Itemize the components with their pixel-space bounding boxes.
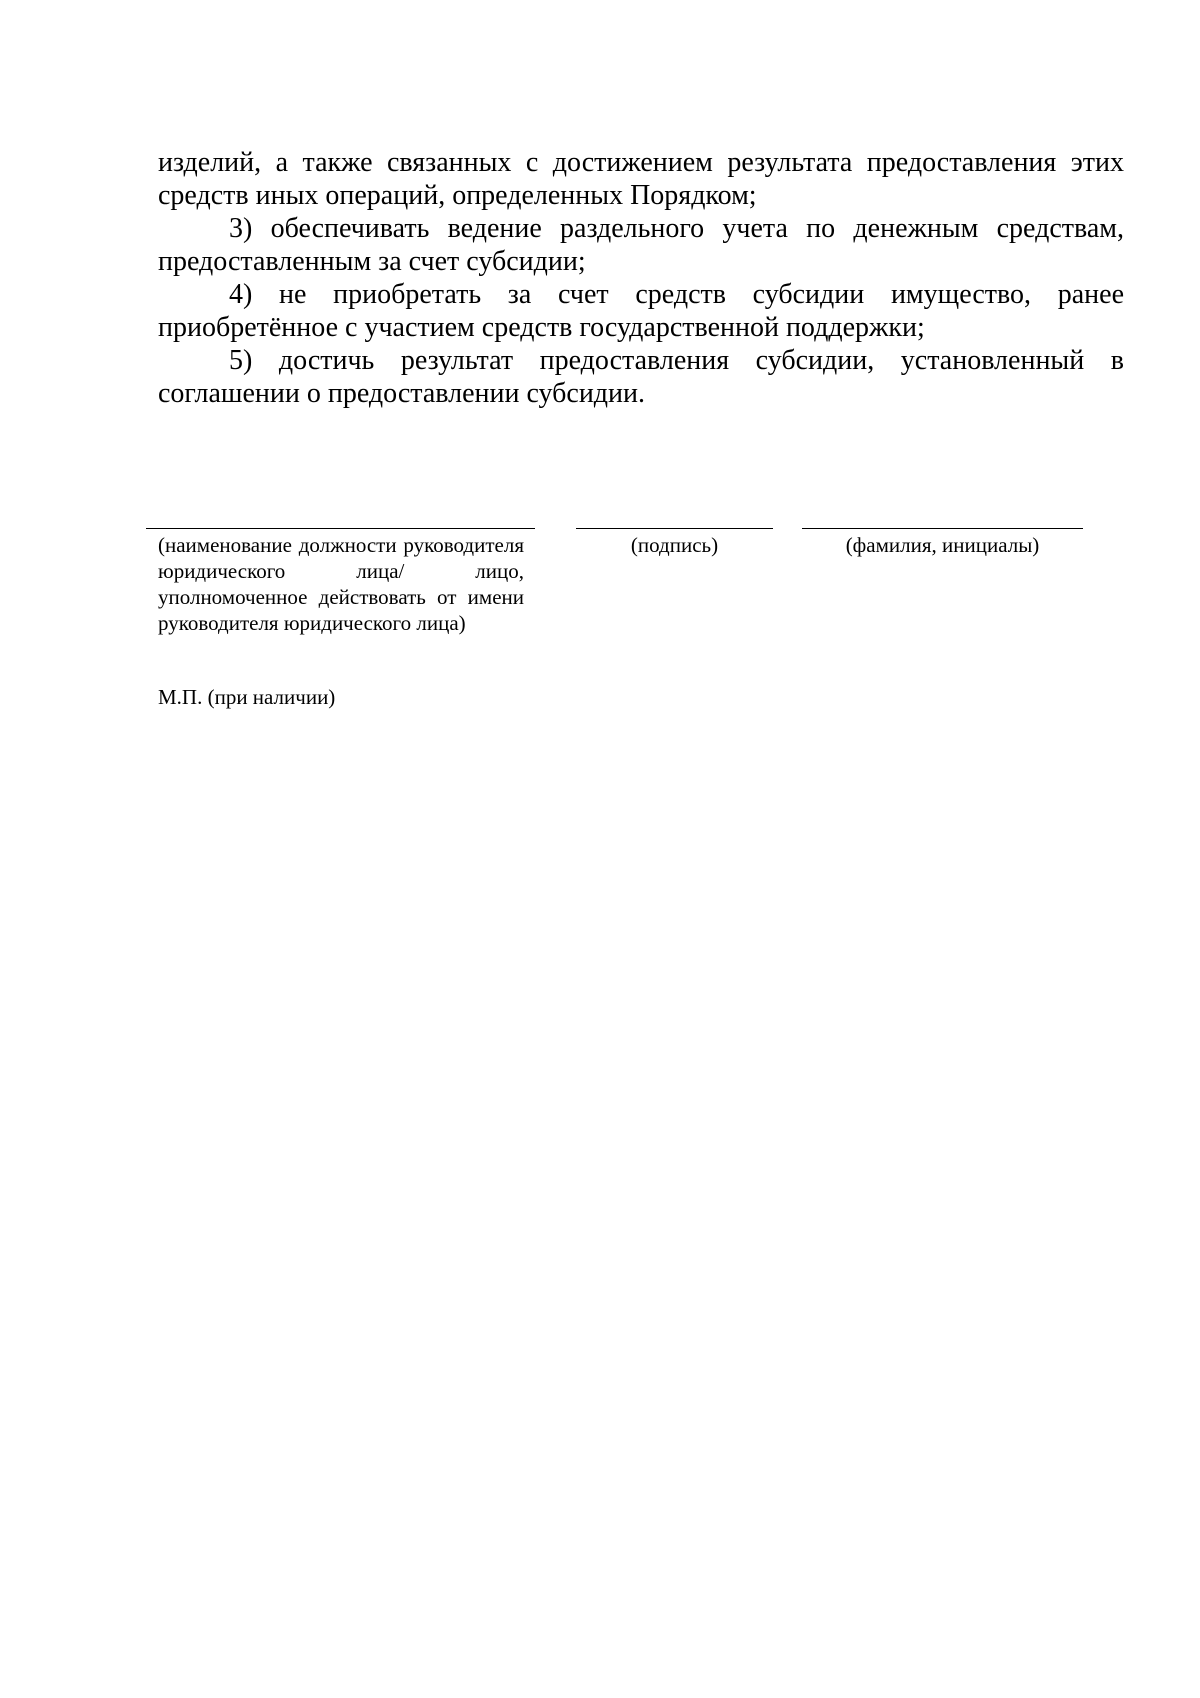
paragraph-item-5: 5) достичь результат предоставления субсидии, установленный в соглашении о предоставлении субсидии. [158,345,1124,409]
signature-caption: (подпись) [630,533,719,557]
body-text [158,146,1124,410]
paragraph-item-3: 3) обеспечивать ведение раздельного учета по денежным средствам, предоставленным за счет субсидии; [158,213,1124,277]
paragraph-item-4: 4) не приобретать за счет средств субсидии имущество, ранее приобретённое с участием средств государственной поддержки; [158,279,1124,343]
position-caption: (наименование должности руководителя юридического лица/ лицо, уполномоченное действовать от имени руководителя юридического лица) [158,533,524,635]
name-caption: (фамилия, инициалы) [845,533,1040,557]
stamp-note: М.П. (при наличии) [158,685,336,709]
paragraph-continuation: изделий, а также связанных с достижением результата предоставления этих средств иных операций, определенных Порядком; [158,147,1124,211]
signature-line [576,528,773,529]
name-signature-line [802,528,1083,529]
position-signature-line [146,528,535,529]
